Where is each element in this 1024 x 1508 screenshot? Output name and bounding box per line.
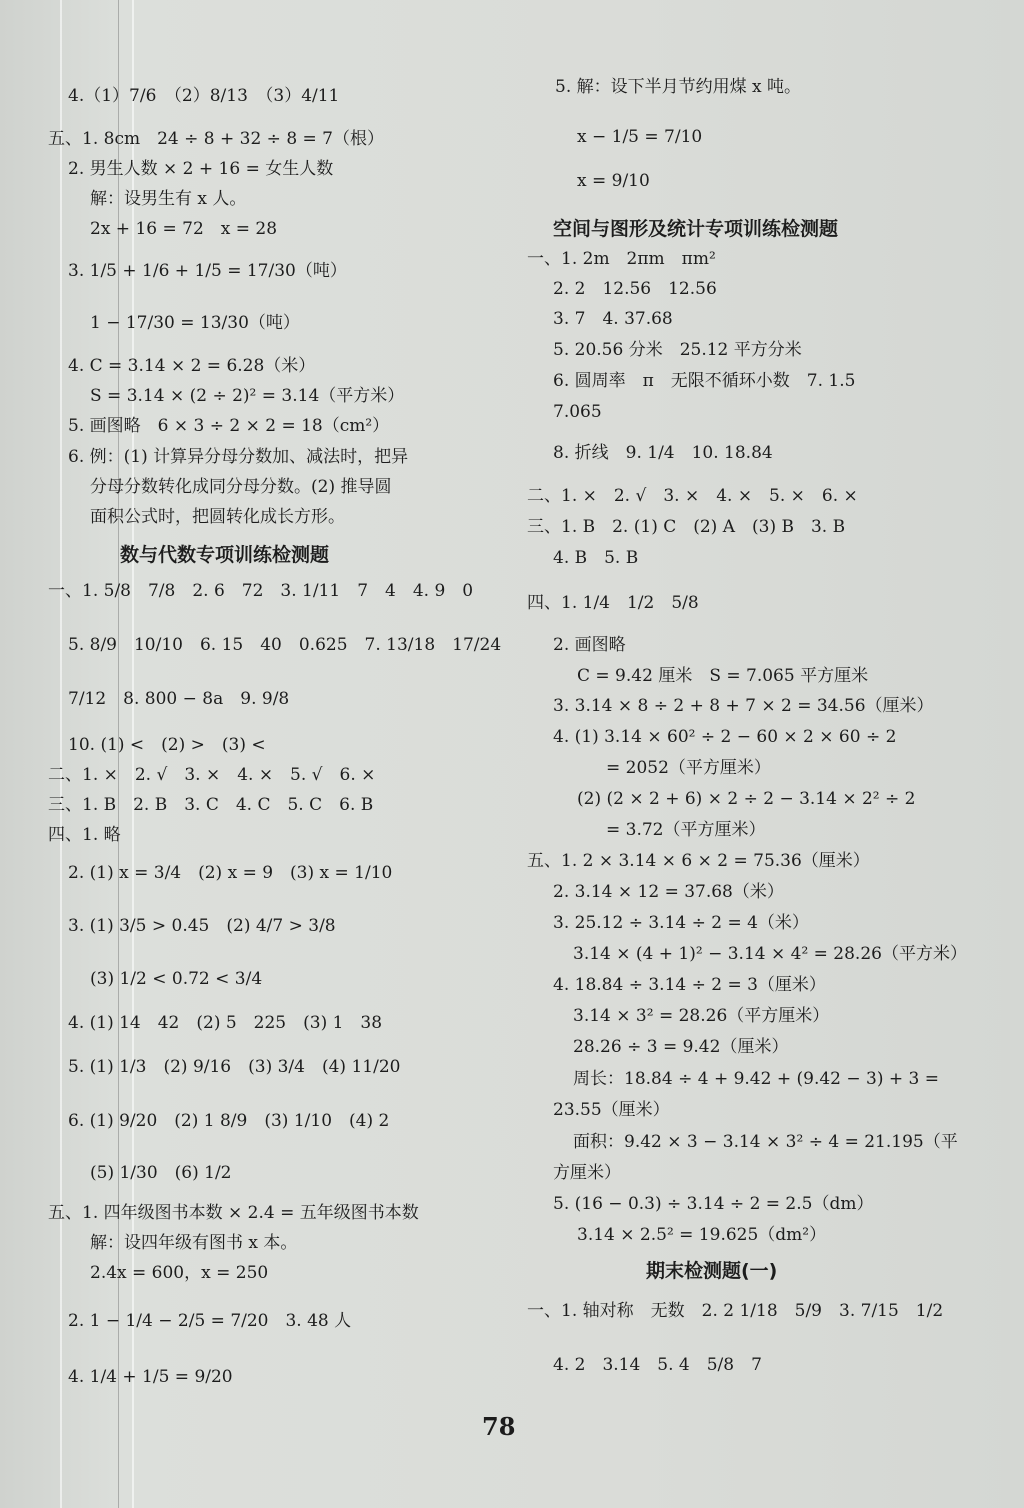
answer-line: 3. 1/5 + 1/6 + 1/5 = 17/30（吨）: [68, 261, 347, 281]
answer-line: 五、1. 8cm 24 ÷ 8 + 32 ÷ 8 = 7（根）: [48, 129, 384, 149]
answer-line: 3.14 × 2.5² = 19.625（dm²）: [577, 1225, 827, 1245]
answer-line: 4. 1/4 + 1/5 = 9/20: [68, 1367, 233, 1387]
answer-line: 2. (1) x = 3/4 (2) x = 9 (3) x = 1/10: [68, 863, 393, 883]
answer-line: 5. (1) 1/3 (2) 9/16 (3) 3/4 (4) 11/20: [68, 1057, 401, 1077]
answer-line: 3. 7 4. 37.68: [553, 309, 673, 329]
answer-line: 周长：18.84 ÷ 4 + 9.42 + (9.42 − 3) + 3 =: [573, 1069, 939, 1089]
answer-line: 4. (1) 3.14 × 60² ÷ 2 − 60 × 2 × 60 ÷ 2: [553, 727, 897, 747]
answer-line: 5. 20.56 分米 25.12 平方分米: [553, 340, 802, 360]
answer-line: 2.4x = 600，x = 250: [90, 1263, 269, 1283]
answer-line: 3.14 × (4 + 1)² − 3.14 × 4² = 28.26（平方米）: [573, 944, 967, 964]
answer-line: 4. C = 3.14 × 2 = 6.28（米）: [68, 356, 316, 376]
answer-line: 3. 3.14 × 8 ÷ 2 + 8 + 7 × 2 = 34.56（厘米）: [553, 696, 934, 716]
answer-line: 5. 8/9 10/10 6. 15 40 0.625 7. 13/18 17/24: [68, 635, 502, 655]
answer-line: 3. (1) 3/5 > 0.45 (2) 4/7 > 3/8: [68, 916, 336, 936]
answer-line: S = 3.14 × (2 ÷ 2)² = 3.14（平方米）: [90, 386, 405, 406]
answer-line: 4. B 5. B: [553, 548, 639, 568]
answer-line: x = 9/10: [577, 171, 650, 191]
answer-line: 10. (1) < (2) > (3) <: [68, 735, 266, 755]
answer-line: 2. 1 − 1/4 − 2/5 = 7/20 3. 48 人: [68, 1311, 352, 1331]
answer-line: 2. 画图略: [553, 635, 626, 655]
answer-line: 面积公式时，把圆转化成长方形。: [90, 507, 345, 527]
answer-line: 2. 男生人数 × 2 + 16 = 女生人数: [68, 159, 334, 179]
answer-line: 解：设男生有 x 人。: [90, 189, 247, 209]
answer-line: 28.26 ÷ 3 = 9.42（厘米）: [573, 1037, 789, 1057]
binding-edge: [60, 0, 62, 1508]
answer-line: 7.065: [553, 402, 602, 422]
answer-line: 3. 25.12 ÷ 3.14 ÷ 2 = 4（米）: [553, 913, 809, 933]
answer-line: 二、1. × 2. √ 3. × 4. × 5. √ 6. ×: [48, 765, 376, 785]
answer-line: 6. (1) 9/20 (2) 1 8/9 (3) 1/10 (4) 2: [68, 1111, 390, 1131]
answer-line: 一、1. 轴对称 无数 2. 2 1/18 5/9 3. 7/15 1/2: [527, 1301, 944, 1321]
answer-line: 5. (16 − 0.3) ÷ 3.14 ÷ 2 = 2.5（dm）: [553, 1194, 874, 1214]
section-heading: 空间与图形及统计专项训练检测题: [553, 218, 839, 240]
answer-line: (3) 1/2 < 0.72 < 3/4: [90, 969, 263, 989]
answer-line: 四、1. 略: [48, 825, 121, 845]
answer-line: 6. 例：(1) 计算异分母分数加、减法时，把异: [68, 447, 409, 467]
answer-line: 2x + 16 = 72 x = 28: [90, 219, 278, 239]
section-heading: 数与代数专项训练检测题: [120, 544, 330, 566]
answer-line: 4. (1) 14 42 (2) 5 225 (3) 1 38: [68, 1013, 383, 1033]
answer-line: 一、1. 5/8 7/8 2. 6 72 3. 1/11 7 4 4. 9 0: [48, 581, 474, 601]
answer-line: 方厘米）: [553, 1163, 621, 1183]
answer-line: 四、1. 1/4 1/2 5/8: [527, 593, 699, 613]
answer-line: 三、1. B 2. B 3. C 4. C 5. C 6. B: [48, 795, 374, 815]
answer-line: 五、1. 四年级图书本数 × 2.4 = 五年级图书本数: [48, 1203, 419, 1223]
page-number: 78: [482, 1412, 516, 1441]
answer-line: 三、1. B 2. (1) C (2) A (3) B 3. B: [527, 517, 846, 537]
answer-line: 解：设四年级有图书 x 本。: [90, 1233, 298, 1253]
answer-line: C = 9.42 厘米 S = 7.065 平方厘米: [577, 666, 869, 686]
answer-line: (2) (2 × 2 + 6) × 2 ÷ 2 − 3.14 × 2² ÷ 2: [577, 789, 916, 809]
answer-line: 二、1. × 2. √ 3. × 4. × 5. × 6. ×: [527, 486, 858, 506]
answer-line: 2. 3.14 × 12 = 37.68（米）: [553, 882, 784, 902]
answer-line: 3.14 × 3² = 28.26（平方厘米）: [573, 1006, 830, 1026]
answer-line: 1 − 17/30 = 13/30（吨）: [90, 313, 300, 333]
answer-line: 5. 画图略 6 × 3 ÷ 2 × 2 = 18（cm²）: [68, 416, 390, 436]
answer-line: 4.（1）7/6 （2）8/13 （3）4/11: [68, 86, 340, 106]
answer-line: (5) 1/30 (6) 1/2: [90, 1163, 232, 1183]
answer-line: 5. 解：设下半月节约用煤 x 吨。: [555, 77, 802, 97]
answer-line: = 3.72（平方厘米）: [606, 820, 766, 840]
answer-line: 7/12 8. 800 − 8a 9. 9/8: [68, 689, 290, 709]
answer-line: 一、1. 2m 2πm πm²: [527, 249, 716, 269]
answer-line: 23.55（厘米）: [553, 1100, 670, 1120]
answer-line: 6. 圆周率 π 无限不循环小数 7. 1.5: [553, 371, 856, 391]
answer-line: 4. 2 3.14 5. 4 5/8 7: [553, 1355, 762, 1375]
answer-line: x − 1/5 = 7/10: [577, 127, 703, 147]
answer-line: 面积：9.42 × 3 − 3.14 × 3² ÷ 4 = 21.195（平: [573, 1132, 958, 1152]
section-heading: 期末检测题(一): [646, 1260, 778, 1282]
answer-line: 五、1. 2 × 3.14 × 6 × 2 = 75.36（厘米）: [527, 851, 870, 871]
answer-line: 2. 2 12.56 12.56: [553, 279, 717, 299]
answer-line: 分母分数转化成同分母分数。(2) 推导圆: [90, 477, 392, 497]
answer-line: = 2052（平方厘米）: [606, 758, 771, 778]
answer-line: 8. 折线 9. 1/4 10. 18.84: [553, 443, 773, 463]
answer-line: 4. 18.84 ÷ 3.14 ÷ 2 = 3（厘米）: [553, 975, 826, 995]
